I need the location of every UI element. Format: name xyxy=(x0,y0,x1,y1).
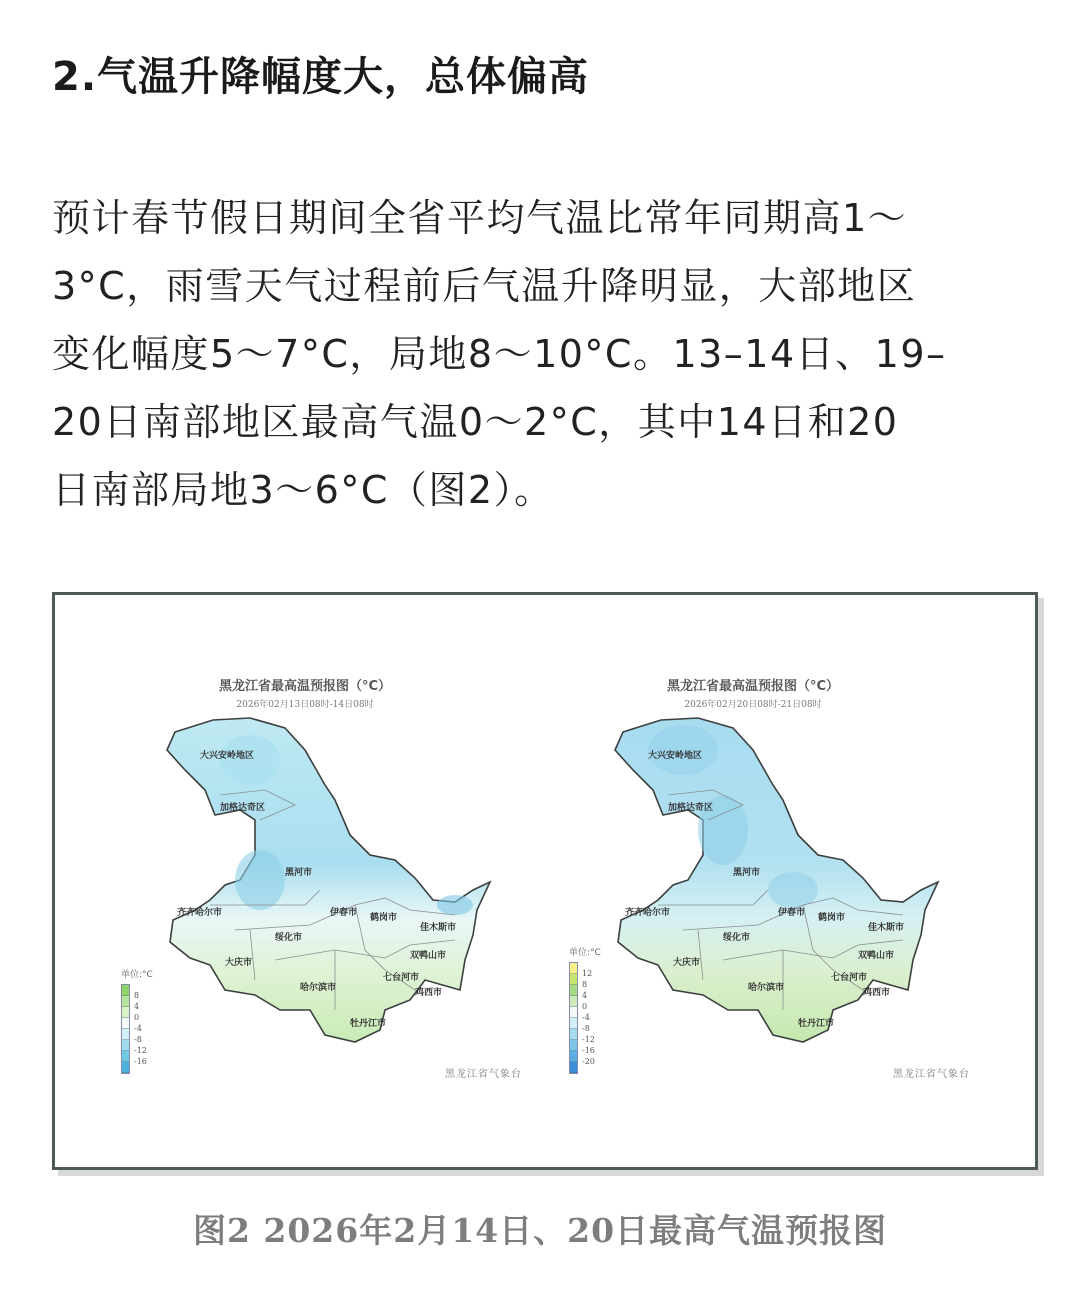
svg-text:双鸭山市: 双鸭山市 xyxy=(410,951,447,961)
svg-text:大兴安岭地区: 大兴安岭地区 xyxy=(648,751,703,761)
map-subtitle: 2026年02月20日08时-21日08时 xyxy=(684,700,822,710)
svg-text:加格达奇区: 加格达奇区 xyxy=(668,803,714,813)
map-panel-feb14 xyxy=(115,595,585,1167)
svg-text:牡丹江市: 牡丹江市 xyxy=(798,1019,835,1029)
svg-text:大兴安岭地区: 大兴安岭地区 xyxy=(200,751,255,761)
svg-text:黑河市: 黑河市 xyxy=(733,868,761,878)
map-title: 黑龙江省最高温预报图（°C） xyxy=(218,679,392,694)
legend-ticks xyxy=(582,962,595,1074)
svg-text:鸡西市: 鸡西市 xyxy=(863,988,891,998)
svg-text:齐齐哈尔市: 齐齐哈尔市 xyxy=(625,908,671,918)
heilongjiang-temperature-map xyxy=(155,710,505,1090)
legend-tick: -20 xyxy=(582,1057,595,1066)
svg-text:伊春市: 伊春市 xyxy=(778,908,806,918)
legend-title: 单位:°C xyxy=(121,970,153,980)
section-heading: 2.气温升降幅度大，总体偏高 xyxy=(52,54,590,100)
legend-tick: 12 xyxy=(582,969,593,978)
figure-caption: 图2 2026年2月14日、20日最高气温预报图 xyxy=(192,1211,888,1250)
legend-tick: -8 xyxy=(134,1035,142,1044)
legend-tick: 4 xyxy=(582,991,588,1000)
legend-ticks xyxy=(134,984,147,1074)
paragraph-line: 预计春节假日期间全省平均气温比常年同期高1～ xyxy=(52,196,908,240)
figure-frame xyxy=(52,592,1038,1170)
svg-text:七台河市: 七台河市 xyxy=(831,973,868,983)
svg-text:七台河市: 七台河市 xyxy=(383,973,420,983)
legend-tick: 8 xyxy=(134,991,140,1000)
map-subtitle: 2026年02月13日08时-14日08时 xyxy=(236,700,374,710)
svg-text:绥化市: 绥化市 xyxy=(723,933,751,943)
svg-text:鹤岗市: 鹤岗市 xyxy=(370,913,398,923)
svg-text:鹤岗市: 鹤岗市 xyxy=(818,913,846,923)
svg-text:牡丹江市: 牡丹江市 xyxy=(350,1019,387,1029)
svg-text:绥化市: 绥化市 xyxy=(275,933,303,943)
svg-text:齐齐哈尔市: 齐齐哈尔市 xyxy=(177,908,223,918)
source-watermark: 黑龙江省气象台 xyxy=(893,1069,970,1080)
map-title: 黑龙江省最高温预报图（°C） xyxy=(666,679,840,694)
legend-title: 单位:°C xyxy=(569,948,601,958)
svg-text:哈尔滨市: 哈尔滨市 xyxy=(748,983,785,993)
legend-tick: -12 xyxy=(134,1046,147,1055)
svg-text:大庆市: 大庆市 xyxy=(673,958,701,968)
svg-text:伊春市: 伊春市 xyxy=(330,908,358,918)
article-paragraph xyxy=(52,184,1052,524)
legend-tick: -16 xyxy=(134,1057,147,1066)
paragraph-line: 20日南部地区最高气温0～2°C，其中14日和20 xyxy=(52,400,899,444)
legend-tick: -8 xyxy=(582,1024,590,1033)
legend-tick: 0 xyxy=(134,1013,140,1022)
legend-color-bar xyxy=(121,984,130,1074)
map-panel-feb20 xyxy=(563,595,1033,1167)
legend-tick: -16 xyxy=(582,1046,595,1055)
svg-text:双鸭山市: 双鸭山市 xyxy=(858,951,895,961)
svg-text:大庆市: 大庆市 xyxy=(225,958,253,968)
color-legend xyxy=(121,967,153,1074)
svg-text:佳木斯市: 佳木斯市 xyxy=(868,923,905,933)
paragraph-line: 3°C，雨雪天气过程前后气温升降明显，大部地区 xyxy=(52,264,917,308)
color-legend xyxy=(569,945,601,1074)
source-watermark: 黑龙江省气象台 xyxy=(445,1069,522,1080)
legend-color-bar xyxy=(569,962,578,1074)
heilongjiang-temperature-map xyxy=(603,710,953,1090)
svg-text:佳木斯市: 佳木斯市 xyxy=(420,923,457,933)
paragraph-line: 变化幅度5～7°C，局地8～10°C。13–14日、19– xyxy=(52,332,947,376)
svg-text:哈尔滨市: 哈尔滨市 xyxy=(300,983,337,993)
svg-text:加格达奇区: 加格达奇区 xyxy=(220,803,266,813)
paragraph-line: 日南部局地3～6°C（图2）。 xyxy=(52,468,554,512)
legend-tick: -4 xyxy=(582,1013,590,1022)
legend-tick: 8 xyxy=(582,980,588,989)
legend-tick: 0 xyxy=(582,1002,588,1011)
legend-tick: 4 xyxy=(134,1002,140,1011)
svg-text:黑河市: 黑河市 xyxy=(285,868,313,878)
svg-text:鸡西市: 鸡西市 xyxy=(415,988,443,998)
legend-tick: -12 xyxy=(582,1035,595,1044)
legend-tick: -4 xyxy=(134,1024,142,1033)
